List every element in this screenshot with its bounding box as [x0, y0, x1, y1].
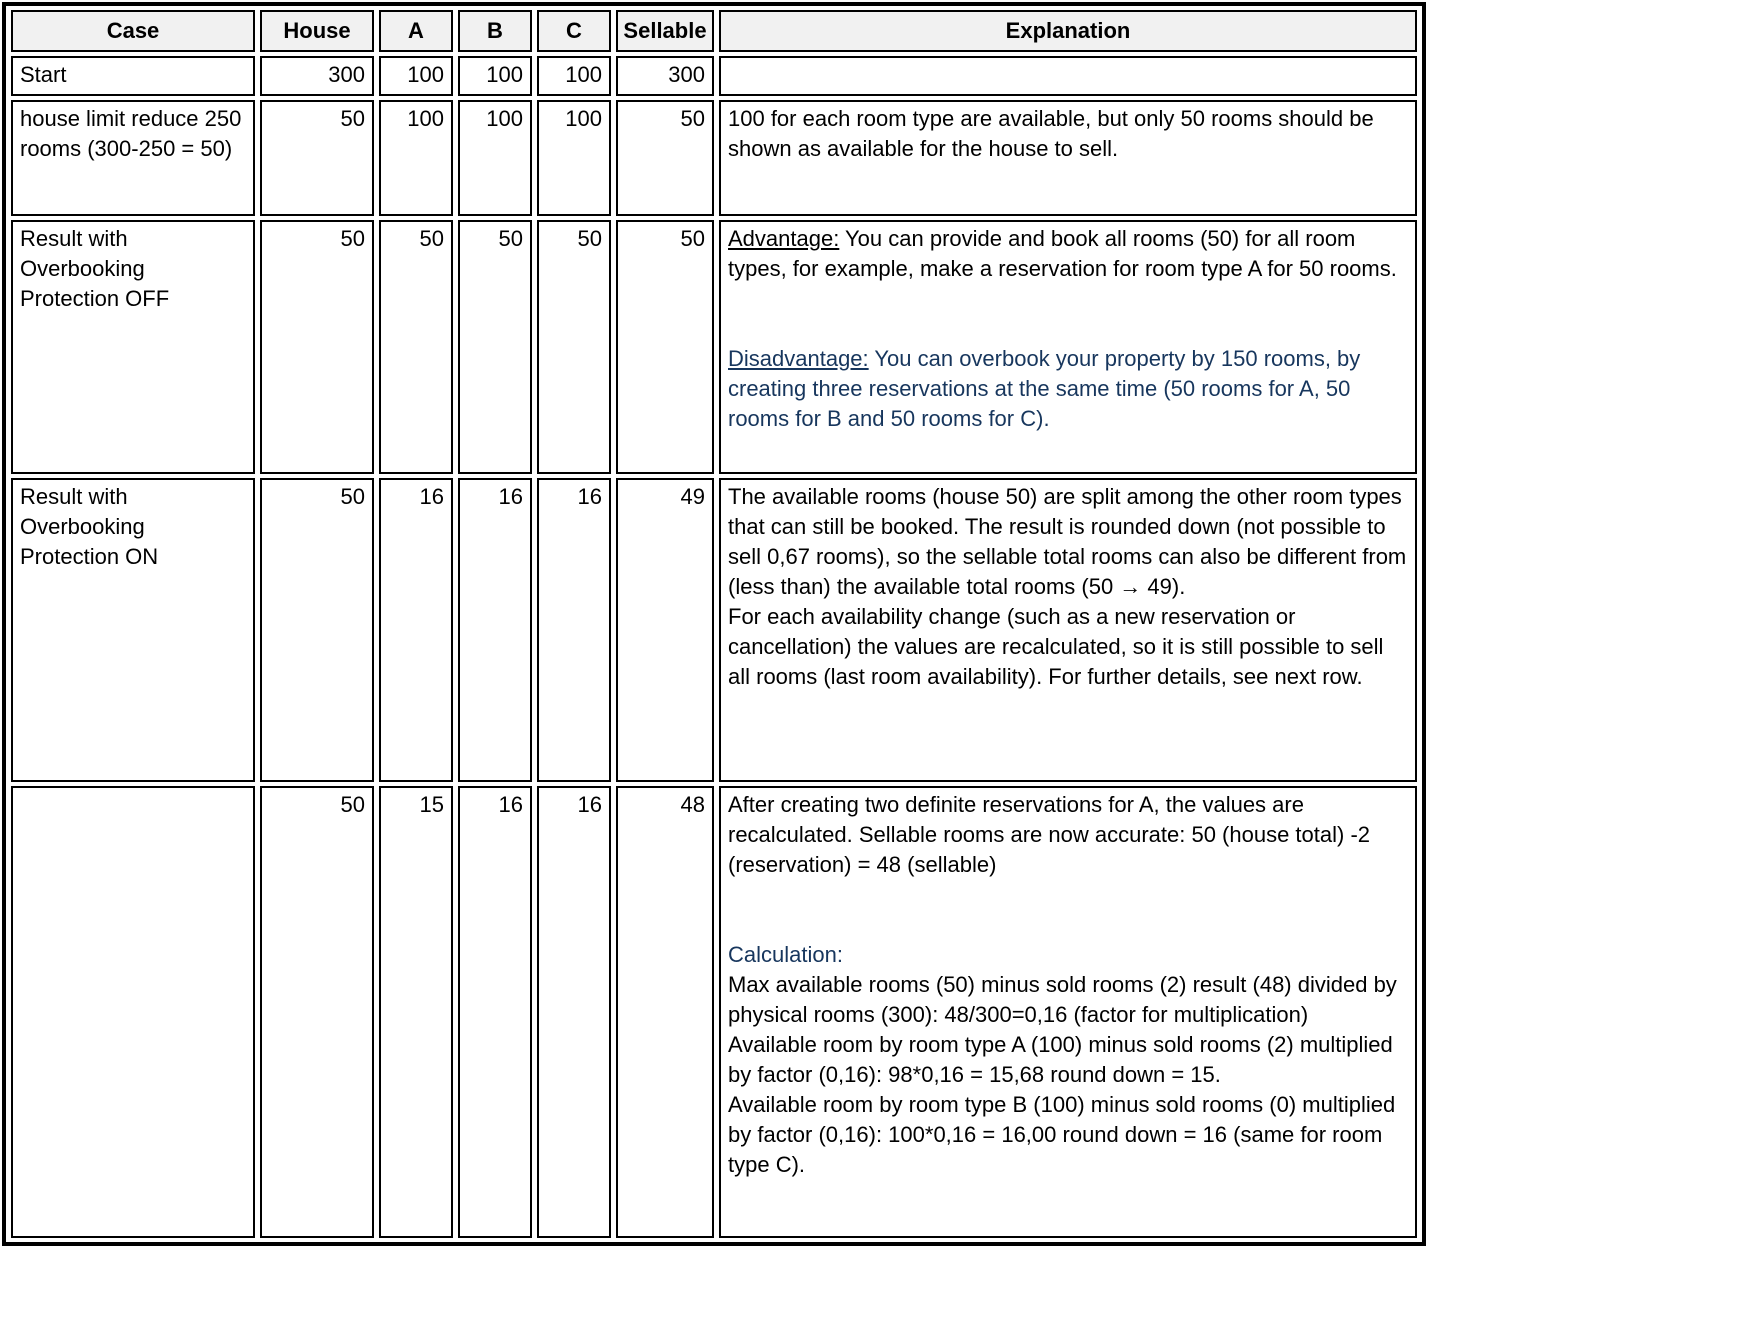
room-type-c-value: 100 [537, 100, 611, 216]
paragraph-text: 100 for each room type are available, but only 50 rooms should be shown as available for the house to sell. [728, 106, 1374, 161]
header-row [11, 10, 1417, 52]
advantage-label: Advantage: [728, 226, 840, 251]
advantage-paragraph [728, 224, 1408, 284]
overbooking-protection-table [2, 2, 1426, 1246]
room-type-a-value: 16 [379, 478, 453, 782]
paragraph-text: The available rooms (house 50) are split among the other room types that can still be booked. The result is rounded down (not possible to sell 0,67 rooms), so the sellable total rooms can also be different from (less than) the available total rooms (50 → 49). [728, 484, 1407, 599]
explanation-cell [719, 220, 1417, 474]
column-header-explanation: Explanation [719, 10, 1417, 52]
paragraph-text: You can provide and book all rooms (50) for all room types, for example, make a reservation for room type A for 50 rooms. [728, 226, 1397, 281]
explanation-cell [719, 100, 1417, 216]
room-type-b-value: 100 [458, 56, 532, 96]
room-type-a-value: 15 [379, 786, 453, 1238]
house-value: 50 [260, 220, 374, 474]
column-header-a: A [379, 10, 453, 52]
sellable-value: 300 [616, 56, 714, 96]
room-type-a-value: 100 [379, 100, 453, 216]
case-cell: Start [11, 56, 255, 96]
column-header-c: C [537, 10, 611, 52]
paragraph-text: Max available rooms (50) minus sold rooms (2) result (48) divided by physical rooms (300): 48/300=0,16 (factor for multiplication) [728, 972, 1397, 1027]
room-type-b-value: 50 [458, 220, 532, 474]
table-row-protection-on [11, 478, 1417, 782]
case-cell: house limit reduce 250 rooms (300-250 = 50) [11, 100, 255, 216]
calculation-step-room-b [728, 1090, 1408, 1180]
room-type-b-value: 100 [458, 100, 532, 216]
explanation-cell [719, 478, 1417, 782]
explanation-cell [719, 786, 1417, 1238]
table-row-house-limit [11, 100, 1417, 216]
room-type-c-value: 100 [537, 56, 611, 96]
table-row-reservation-example [11, 786, 1417, 1238]
house-value: 50 [260, 478, 374, 782]
paragraph-text: Calculation: [728, 942, 843, 967]
explanation-paragraph [728, 104, 1408, 164]
explanation-paragraph [728, 602, 1408, 692]
room-type-a-value: 50 [379, 220, 453, 474]
paragraph-text: For each availability change (such as a new reservation or cancellation) the values are recalculated, so it is still possible to sell all rooms (last room availability). For further details, see next row. [728, 604, 1384, 689]
table-row-protection-off [11, 220, 1417, 474]
explanation-paragraph [728, 482, 1408, 602]
table-row-start [11, 56, 1417, 96]
room-type-c-value: 16 [537, 786, 611, 1238]
calculation-heading [728, 940, 1408, 970]
disadvantage-paragraph [728, 344, 1408, 434]
house-value: 50 [260, 100, 374, 216]
room-type-a-value: 100 [379, 56, 453, 96]
case-cell: Result with Overbooking Protection OFF [11, 220, 255, 474]
room-type-b-value: 16 [458, 478, 532, 782]
sellable-value: 48 [616, 786, 714, 1238]
column-header-sellable: Sellable [616, 10, 714, 52]
case-cell: Result with Overbooking Protection ON [11, 478, 255, 782]
explanation-cell [719, 56, 1417, 96]
house-value: 300 [260, 56, 374, 96]
paragraph-text: Available room by room type A (100) minus sold rooms (2) multiplied by factor (0,16): 98*0,16 = 15,68 round down = 15. [728, 1032, 1393, 1087]
sellable-value: 49 [616, 478, 714, 782]
house-value: 50 [260, 786, 374, 1238]
calculation-step-room-a [728, 1030, 1408, 1090]
paragraph-text: You can overbook your property by 150 rooms, by creating three reservations at the same time (50 rooms for A, 50 rooms for B and 50 rooms for C). [728, 346, 1361, 431]
calculation-step-factor [728, 970, 1408, 1030]
room-type-c-value: 16 [537, 478, 611, 782]
room-type-c-value: 50 [537, 220, 611, 474]
explanation-paragraph [728, 790, 1408, 880]
column-header-case: Case [11, 10, 255, 52]
column-header-house: House [260, 10, 374, 52]
room-type-b-value: 16 [458, 786, 532, 1238]
column-header-b: B [458, 10, 532, 52]
sellable-value: 50 [616, 220, 714, 474]
paragraph-text: After creating two definite reservations for A, the values are recalculated. Sellable rooms are now accurate: 50 (house total) -2 (reservation) = 48 (sellable) [728, 792, 1371, 877]
paragraph-text: Available room by room type B (100) minus sold rooms (0) multiplied by factor (0,16): 100*0,16 = 16,00 round down = 16 (same for room type C). [728, 1092, 1396, 1177]
case-cell [11, 786, 255, 1238]
sellable-value: 50 [616, 100, 714, 216]
disadvantage-label: Disadvantage: [728, 346, 869, 371]
